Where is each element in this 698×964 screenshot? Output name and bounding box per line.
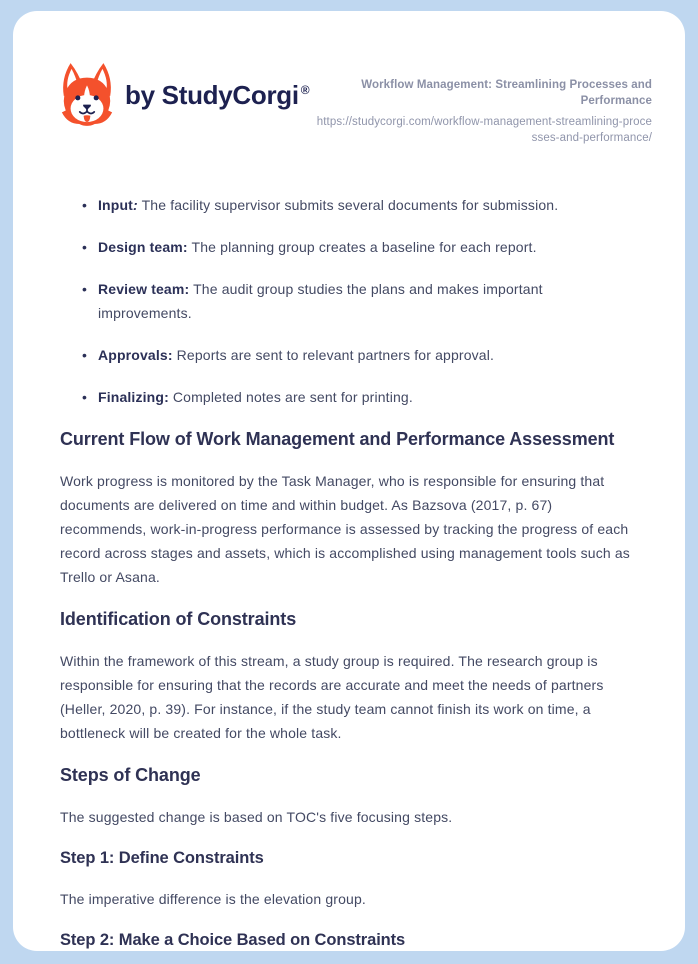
- list-item: • Approvals: Reports are sent to relevant partners for approval.: [82, 343, 638, 367]
- document-url-link[interactable]: https://studycorgi.com/workflow-management-streamlining-processes-and-performance/: [316, 116, 652, 144]
- document-header: [13, 11, 685, 146]
- document-card: [13, 11, 685, 951]
- list-item: • Input: The facility supervisor submits several documents for submission.: [82, 193, 638, 217]
- corgi-icon: [58, 62, 116, 128]
- list-item: • Review team: The audit group studies the plans and makes important improvements.: [82, 277, 638, 325]
- document-title: Workflow Management: Streamlining Processes and Performance: [361, 79, 652, 107]
- section-paragraph: The imperative difference is the elevation group.: [60, 891, 366, 907]
- section-heading-step-1: Step 1: Define Constraints: [60, 849, 264, 867]
- section-heading-identification-of-constraints: Identification of Constraints: [60, 609, 297, 629]
- section-paragraph: The suggested change is based on TOC's five focusing steps.: [60, 809, 453, 825]
- brand-text: by StudyCorgi ®: [125, 79, 310, 110]
- section-heading-current-flow: Current Flow of Work Management and Performance Assessment: [60, 429, 615, 449]
- section-heading-steps-of-change: Steps of Change: [60, 765, 201, 785]
- section-paragraph: Within the framework of this stream, a study group is required. The research group is responsible for ensuring that the records are accurate and meet the needs of partners (Heller, 2020, p. 39). For instance, if the study team cannot finish its work on time, a bottleneck will be created for the whole task.: [60, 653, 604, 741]
- workflow-steps-list: [60, 193, 638, 409]
- section-heading-step-2: Step 2: Make a Choice Based on Constraints: [60, 931, 406, 949]
- document-body: [13, 146, 685, 951]
- header-meta: [312, 62, 652, 146]
- list-item: • Finalizing: Completed notes are sent for printing.: [82, 385, 638, 409]
- registered-mark: ®: [300, 82, 310, 97]
- section-paragraph: Work progress is monitored by the Task Manager, who is responsible for ensuring that documents are delivered on time and within budget. As Bazsova (2017, p. 67) recommends, work-in-progress performance is assessed by tracking the progress of each record across stages and assets, which is accomplished using management tools such as Trello or Asana.: [60, 473, 630, 585]
- list-item: • Design team: The planning group creates a baseline for each report.: [82, 235, 638, 259]
- studycorgi-logo: [58, 62, 309, 128]
